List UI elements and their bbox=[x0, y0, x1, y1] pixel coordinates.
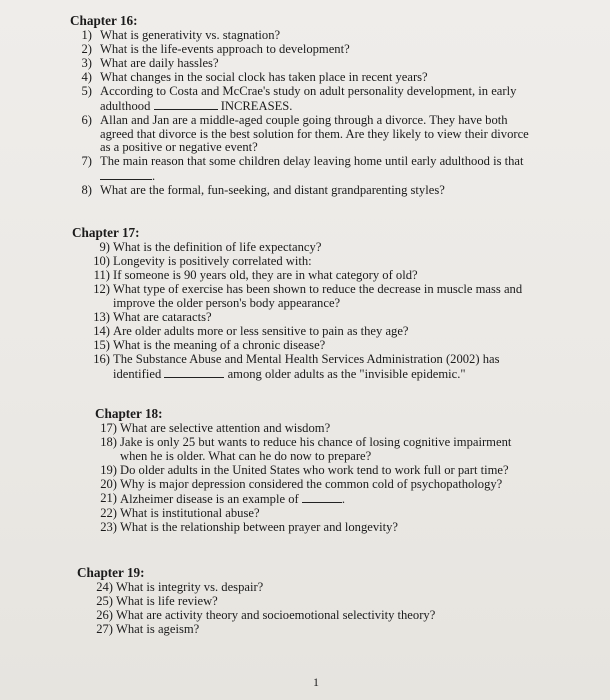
question-8: 8) What are the formal, fun-seeking, and distant grandparenting styles? bbox=[81, 183, 445, 198]
question-10: 10) Longevity is positively correlated with: bbox=[93, 254, 312, 269]
question-4: 4) What changes in the social clock has taken place in recent years? bbox=[81, 70, 428, 85]
question-14: 14) Are older adults more or less sensitive to pain as they age? bbox=[93, 324, 409, 339]
question-6: 6) Allan and Jan are a middle-aged couple going through a divorce. They have both agreed that divorce is the best solution for them. Are they likely to view their divorce as a positive or negative event? bbox=[81, 113, 529, 155]
chapter-16-questions bbox=[70, 29, 540, 198]
question-21-text-before: Alzheimer disease is an example of bbox=[120, 491, 299, 506]
question-19: 19) Do older adults in the United States who work tend to work full or part time? bbox=[100, 462, 509, 477]
question-18: 18) Jake is only 25 but wants to reduce his chance of losing cognitive impairment when he is older. What can he do now to prepare? bbox=[100, 435, 512, 463]
question-22: 22) What is institutional abuse? bbox=[100, 506, 260, 521]
question-16-text-after: among older adults as the "invisible epidemic." bbox=[227, 366, 466, 381]
chapter-17-questions bbox=[72, 241, 542, 381]
chapter-19-title: Chapter 19: bbox=[77, 565, 145, 580]
question-2: 2) What is the life-events approach to development? bbox=[81, 42, 350, 57]
question-23: 23) What is the relationship between prayer and longevity? bbox=[100, 520, 399, 535]
question-5-text-after: INCREASES. bbox=[220, 98, 293, 113]
question-15: 15) What is the meaning of a chronic disease? bbox=[93, 338, 326, 353]
fill-in-blank bbox=[154, 99, 218, 110]
chapter-18-title: Chapter 18: bbox=[95, 406, 163, 421]
question-21: 21) Alzheimer disease is an example of . bbox=[100, 490, 346, 506]
question-11: 11) If someone is 90 years old, they are in what category of old? bbox=[93, 268, 418, 283]
chapter-18-section bbox=[95, 407, 535, 535]
question-9: 9) What is the definition of life expectancy? bbox=[99, 240, 322, 254]
chapter-17-title: Chapter 17: bbox=[72, 225, 140, 240]
question-7: 7) The main reason that some children delay leaving home until early adulthood is that . bbox=[81, 154, 524, 183]
chapter-18-questions bbox=[95, 422, 535, 535]
question-17: 17) What are selective attention and wisdom? bbox=[100, 421, 331, 435]
chapter-17-section bbox=[72, 226, 542, 382]
question-25: 25) What is life review? bbox=[96, 594, 218, 609]
question-16: 16) The Substance Abuse and Mental Health Services Administration (2002) has identified among older adults as the "invisible epidemic." bbox=[93, 352, 500, 381]
question-26: 26) What are activity theory and socioemotional selectivity theory? bbox=[96, 608, 436, 623]
question-12: 12) What type of exercise has been shown to reduce the decrease in muscle mass and improve the older person's body appearance? bbox=[93, 282, 523, 310]
question-13: 13) What are cataracts? bbox=[93, 309, 212, 324]
chapter-19-section bbox=[77, 566, 497, 637]
chapter-16-section bbox=[70, 14, 540, 198]
chapter-16-title: Chapter 16: bbox=[70, 13, 138, 28]
question-21-text-after: . bbox=[341, 491, 346, 506]
chapter-19-questions bbox=[77, 581, 497, 637]
fill-in-blank bbox=[302, 492, 342, 503]
question-1: 1) What is generativity vs. stagnation? bbox=[81, 28, 281, 42]
question-16-text-before: The Substance Abuse and Mental Health Services Administration (2002) has identified bbox=[113, 352, 500, 381]
question-27: 27) What is ageism? bbox=[96, 622, 200, 637]
question-7-text-before: The main reason that some children delay leaving home until early adulthood is that bbox=[100, 154, 524, 169]
question-20: 20) Why is major depression considered the common cold of psychopathology? bbox=[100, 476, 503, 491]
question-5-text-before: According to Costa and McCrae's study on adult personality development, in early adulthood bbox=[100, 84, 517, 113]
page-number: 1 bbox=[313, 675, 319, 689]
question-24: 24) What is integrity vs. despair? bbox=[96, 580, 264, 594]
fill-in-blank bbox=[100, 169, 152, 180]
question-7-text-after: . bbox=[152, 168, 156, 183]
question-3: 3) What are daily hassles? bbox=[81, 56, 219, 71]
fill-in-blank bbox=[164, 367, 224, 378]
question-5: 5) According to Costa and McCrae's study on adult personality development, in early adulthood INCREASES. bbox=[81, 84, 517, 113]
